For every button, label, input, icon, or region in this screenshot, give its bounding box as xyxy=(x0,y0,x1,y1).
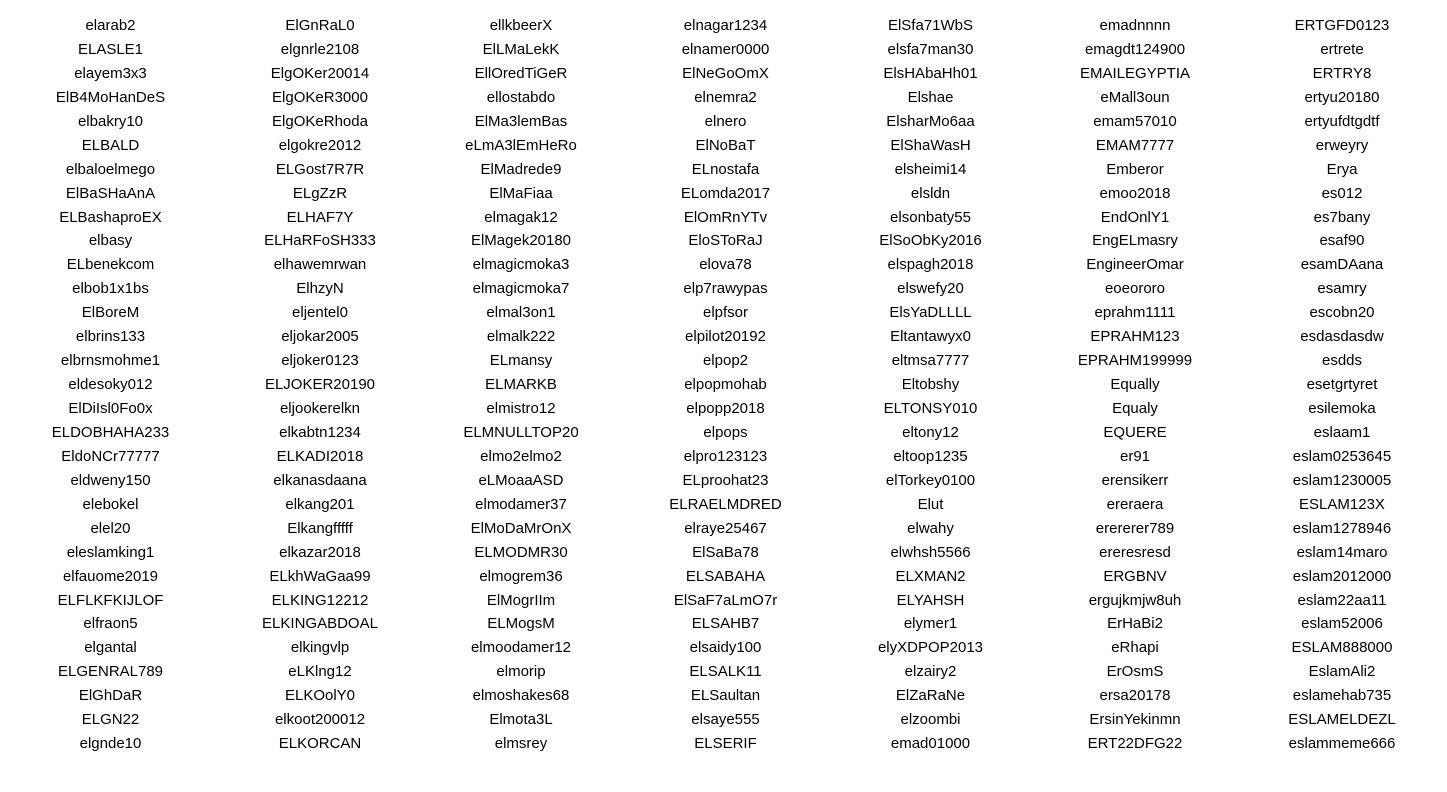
username-cell: ELDOBHAHA233 xyxy=(51,423,170,441)
username-cell: elnagar1234 xyxy=(683,17,768,34)
username-cell: elyXDPOP2013 xyxy=(877,639,984,657)
grid-row xyxy=(0,325,1447,349)
username-cell: elfraon5 xyxy=(83,615,138,633)
username-cell: eleslamking1 xyxy=(66,543,155,561)
username-cell: ElgOKeRhoda xyxy=(272,112,368,130)
username-cell: elmagak12 xyxy=(484,208,558,226)
username-cell: erweyry xyxy=(1315,136,1369,154)
username-cell: EMAILEGYPTIA xyxy=(1079,64,1191,82)
username-cell: ELSERIF xyxy=(694,735,757,753)
grid-row xyxy=(0,732,1447,756)
username-cell: EloSToRaJ xyxy=(688,232,763,250)
username-cell: eoeororo xyxy=(1104,280,1166,298)
username-cell: elmoshakes68 xyxy=(472,687,570,705)
username-cell: elspagh2018 xyxy=(887,256,974,274)
username-cell: elpilot20192 xyxy=(685,328,766,346)
username-cell: elwhsh5566 xyxy=(890,543,971,561)
username-cell: Elmota3L xyxy=(489,711,553,729)
username-cell: EMAM7777 xyxy=(1095,136,1175,154)
username-cell: elmogrem36 xyxy=(479,567,563,585)
username-cell: elbrins133 xyxy=(75,328,146,346)
username-cell: EndOnlY1 xyxy=(1100,208,1170,226)
username-cell: ELXMAN2 xyxy=(895,567,966,585)
username-cell: ElShaWasH xyxy=(890,136,971,154)
grid-row xyxy=(0,397,1447,421)
username-cell: ErOsmS xyxy=(1106,663,1164,681)
username-cell: ElGnRaL0 xyxy=(285,17,355,34)
username-cell: ELSaultan xyxy=(690,687,761,705)
username-cell: elp7rawypas xyxy=(683,280,768,298)
username-cell: elsfa7man30 xyxy=(887,40,974,58)
username-cell: elbob1x1bs xyxy=(72,280,149,298)
username-cell: elpfsor xyxy=(702,304,749,322)
username-cell: elgokre2012 xyxy=(278,136,362,154)
username-cell: eRhapi xyxy=(1111,639,1159,657)
username-cell: eslammeme666 xyxy=(1288,735,1396,753)
username-cell: Erya xyxy=(1326,160,1358,178)
username-cell: Elut xyxy=(917,495,944,513)
username-cell: emadnnnn xyxy=(1099,17,1171,34)
username-cell: ElMaFiaa xyxy=(489,184,553,202)
username-cell: elbasy xyxy=(88,232,133,250)
grid-row xyxy=(0,206,1447,230)
grid-row xyxy=(0,469,1447,493)
username-cell: elmagicmoka3 xyxy=(472,256,570,274)
username-cell: erererer789 xyxy=(1095,519,1175,537)
username-cell: ellostabdo xyxy=(486,88,556,106)
username-cell: elmsrey xyxy=(494,735,548,753)
grid-row xyxy=(0,110,1447,134)
username-cell: ELGN22 xyxy=(81,711,140,729)
username-cell: ELHaRFoSH333 xyxy=(264,232,376,250)
username-cell: eslamehab735 xyxy=(1292,687,1392,705)
username-cell: ellkbeerX xyxy=(489,17,553,34)
username-cell: ElNoBaT xyxy=(695,136,756,154)
username-cell: ELTONSY010 xyxy=(883,400,978,417)
username-cell: EngineerOmar xyxy=(1086,256,1184,274)
username-cell: ElMoDaMrOnX xyxy=(470,519,572,537)
username-cell: eslam1278946 xyxy=(1292,519,1392,537)
username-cell: ELBashaproEX xyxy=(59,208,162,226)
username-cell: eltmsa7777 xyxy=(891,352,970,370)
username-cell: elel20 xyxy=(90,519,131,537)
username-cell: elebokel xyxy=(82,495,139,513)
username-cell: elzoombi xyxy=(900,711,961,729)
grid-row xyxy=(0,589,1447,613)
grid-row xyxy=(0,86,1447,110)
username-cell: eslam1230005 xyxy=(1292,471,1392,489)
username-cell: elmodamer37 xyxy=(475,495,567,513)
username-cell: elkanasdaana xyxy=(273,471,367,489)
username-cell: ELGENRAL789 xyxy=(57,663,164,681)
grid-row xyxy=(0,158,1447,182)
username-cell: ELKORCAN xyxy=(278,735,362,753)
grid-row xyxy=(0,373,1447,397)
username-cell: elsheimi14 xyxy=(894,160,967,178)
username-cell: elpop2 xyxy=(702,352,749,370)
username-cell: ereresresd xyxy=(1099,543,1171,561)
grid-row xyxy=(0,517,1447,541)
username-cell: elayem3x3 xyxy=(74,64,147,82)
username-cell: elzairy2 xyxy=(904,663,957,681)
username-cell: eltony12 xyxy=(902,423,959,441)
username-cell: EldoNCr77777 xyxy=(61,447,160,465)
username-cell: eslam2012000 xyxy=(1292,567,1392,585)
grid-row xyxy=(0,253,1447,277)
username-cell: elwahy xyxy=(907,519,954,537)
grid-row xyxy=(0,636,1447,660)
username-cell: Equally xyxy=(1110,376,1160,394)
username-cell: Eltobshy xyxy=(901,376,960,394)
username-cell: elkang201 xyxy=(285,495,355,513)
grid-row xyxy=(0,349,1447,373)
grid-row xyxy=(0,612,1447,636)
username-cell: ElBaSHaAnA xyxy=(65,184,156,202)
username-cell: ertyu20180 xyxy=(1304,88,1380,106)
username-cell: ELGost7R7R xyxy=(275,160,365,178)
username-cell: eLKlng12 xyxy=(288,663,352,681)
grid-row xyxy=(0,708,1447,732)
username-cell: er91 xyxy=(1119,447,1151,465)
username-cell: ergujkmjw8uh xyxy=(1088,591,1182,609)
username-cell: ertrete xyxy=(1320,40,1364,58)
username-cell: elpopmohab xyxy=(684,376,767,394)
username-cell: ElNeGoOmX xyxy=(682,64,769,82)
username-cell: elmalk222 xyxy=(486,328,556,346)
username-cell: ELSABAHA xyxy=(685,567,766,585)
username-cell: ErsinYekinmn xyxy=(1089,711,1181,729)
username-cell: ELKOolY0 xyxy=(284,687,356,705)
username-cell: ElZaRaNe xyxy=(895,687,966,705)
username-cell: elkazar2018 xyxy=(279,543,361,561)
username-cell: elarab2 xyxy=(85,17,136,34)
grid-row xyxy=(0,421,1447,445)
username-cell: eltoop1235 xyxy=(893,447,968,465)
grid-row xyxy=(0,62,1447,86)
username-cell: eMall3oun xyxy=(1100,88,1170,106)
username-cell: ElMadrede9 xyxy=(480,160,562,178)
username-cell: elova78 xyxy=(699,256,752,274)
username-cell: Elshae xyxy=(907,88,954,106)
username-cell: eldesoky012 xyxy=(68,376,153,394)
username-cell: eLmA3lEmHeRo xyxy=(465,136,577,154)
username-cell: elsldn xyxy=(910,184,951,202)
username-cell: emad01000 xyxy=(890,735,971,753)
username-cell: ELMogsM xyxy=(487,615,555,633)
username-cell: ElsYaDLLLL xyxy=(889,304,972,322)
username-cell: ElLMaLekK xyxy=(482,40,560,58)
username-cell: elpro123123 xyxy=(683,447,768,465)
grid-row xyxy=(0,301,1447,325)
username-cell: esamDAana xyxy=(1300,256,1384,274)
username-grid xyxy=(0,14,1447,756)
grid-row xyxy=(0,229,1447,253)
username-cell: ELFLKFKIJLOF xyxy=(57,591,164,609)
username-cell: esilemoka xyxy=(1308,400,1376,417)
grid-row xyxy=(0,134,1447,158)
username-cell: Emberor xyxy=(1106,160,1164,178)
username-cell: ElhzyN xyxy=(296,280,344,298)
username-cell: elmorip xyxy=(496,663,546,681)
username-cell: esetgrtyret xyxy=(1306,376,1378,394)
username-cell: es012 xyxy=(1321,184,1363,202)
username-cell: elpops xyxy=(703,423,748,441)
username-cell: ERGBNV xyxy=(1103,567,1167,585)
username-cell: elkingvlp xyxy=(290,639,350,657)
username-cell: ElgOKer20014 xyxy=(270,64,370,82)
username-cell: Equaly xyxy=(1112,400,1158,417)
grid-row xyxy=(0,493,1447,517)
username-cell: EngELmasry xyxy=(1092,232,1178,250)
username-cell: ElBoreM xyxy=(81,304,140,322)
username-cell: esaf90 xyxy=(1319,232,1365,250)
username-cell: elgnde10 xyxy=(79,735,142,753)
username-cell: ELBALD xyxy=(81,136,140,154)
username-cell: eljentel0 xyxy=(292,304,348,322)
username-cell: esdds xyxy=(1321,352,1363,370)
username-cell: ELSAHB7 xyxy=(691,615,760,633)
username-cell: elfauome2019 xyxy=(62,567,159,585)
username-cell: ELMARKB xyxy=(485,376,557,394)
username-cell: esamry xyxy=(1317,280,1367,298)
username-cell: es7bany xyxy=(1313,208,1371,226)
username-cell: ESLAM123X xyxy=(1299,495,1385,513)
username-cell: ELRAELMDRED xyxy=(669,495,782,513)
username-cell: Eltantawyx0 xyxy=(890,328,971,346)
username-cell: Elkangfffff xyxy=(287,519,353,537)
grid-row xyxy=(0,660,1447,684)
username-cell: elmal3on1 xyxy=(486,304,556,322)
username-cell: elsonbaty55 xyxy=(890,208,971,226)
username-cell: emam57010 xyxy=(1093,112,1177,130)
username-cell: ELSALK11 xyxy=(689,663,762,681)
username-cell: ELASLE1 xyxy=(77,40,144,58)
username-cell: elTorkey0100 xyxy=(885,471,976,489)
username-cell: ELbenekcom xyxy=(66,256,155,274)
grid-row xyxy=(0,14,1447,38)
username-cell: elsaidy100 xyxy=(689,639,762,657)
username-cell: elsaye555 xyxy=(691,711,760,729)
grid-row xyxy=(0,565,1447,589)
username-cell: elmistro12 xyxy=(486,400,556,417)
username-cell: EPRAHM123 xyxy=(1090,328,1180,346)
username-cell: ELHAF7Y xyxy=(286,208,354,226)
username-cell: emoo2018 xyxy=(1099,184,1171,202)
username-cell: ELMNULLTOP20 xyxy=(463,423,579,441)
username-cell: ESLAMELDEZL xyxy=(1288,711,1396,729)
username-cell: ELJOKER20190 xyxy=(264,376,376,394)
username-cell: elbaloelmego xyxy=(65,160,156,178)
username-cell: ersa20178 xyxy=(1099,687,1171,705)
username-cell: ELKINGABDOAL xyxy=(262,615,378,633)
username-cell: ERTGFD0123 xyxy=(1294,17,1390,34)
username-cell: elpopp2018 xyxy=(686,400,765,417)
username-cell: ElGhDaR xyxy=(78,687,143,705)
username-cell: ELMODMR30 xyxy=(474,543,568,561)
username-cell: ELnostafa xyxy=(691,160,760,178)
username-cell: ELKADI2018 xyxy=(276,447,364,465)
username-cell: eljookerelkn xyxy=(279,400,361,417)
grid-row xyxy=(0,182,1447,206)
username-cell: eprahm1111 xyxy=(1094,304,1176,322)
username-cell: eslaam1 xyxy=(1313,423,1371,441)
username-cell: elnemra2 xyxy=(694,88,757,106)
username-cell: EPRAHM199999 xyxy=(1077,352,1193,370)
username-cell: elgantal xyxy=(84,639,137,657)
username-cell: ElSaBa78 xyxy=(692,543,759,561)
username-cell: eljoker0123 xyxy=(281,352,359,370)
username-cell: ESLAM888000 xyxy=(1291,639,1393,657)
username-cell: elraye25467 xyxy=(684,519,767,537)
grid-row xyxy=(0,541,1447,565)
username-cell: EllOredTiGeR xyxy=(474,64,568,82)
username-cell: elmo2elmo2 xyxy=(480,447,562,465)
username-cell: ertyufdtgdtf xyxy=(1304,112,1380,130)
username-cell: eslam22aa11 xyxy=(1297,591,1387,609)
username-cell: ereraera xyxy=(1106,495,1164,513)
username-cell: eslam0253645 xyxy=(1292,447,1392,465)
grid-row xyxy=(0,445,1447,469)
username-cell: elmoodamer12 xyxy=(470,639,572,657)
username-cell: elkabtn1234 xyxy=(279,423,361,441)
username-cell: erensikerr xyxy=(1101,471,1169,489)
grid-row xyxy=(0,684,1447,708)
username-cell: esdasdasdw xyxy=(1300,328,1384,346)
username-cell: ElB4MoHanDeS xyxy=(55,88,166,106)
username-cell: elswefy20 xyxy=(897,280,964,298)
username-cell: ElsharMo6aa xyxy=(886,112,975,130)
username-cell: elhawemrwan xyxy=(273,256,367,274)
username-cell: ELomda2017 xyxy=(680,184,771,202)
username-cell: elgnrle2108 xyxy=(280,40,360,58)
username-cell: ElMogrIIm xyxy=(486,591,556,609)
username-cell: ErHaBi2 xyxy=(1107,615,1163,633)
username-cell: ElOmRnYTv xyxy=(683,208,768,226)
username-cell: ELkhWaGaa99 xyxy=(269,567,371,585)
username-cell: EQUERE xyxy=(1103,423,1167,441)
username-cell: EslamAli2 xyxy=(1308,663,1376,681)
username-cell: ELproohat23 xyxy=(682,471,769,489)
username-cell: ELgZzR xyxy=(292,184,348,202)
username-cell: elnamer0000 xyxy=(681,40,770,58)
username-cell: ERTRY8 xyxy=(1312,64,1372,82)
username-cell: elbrnsmohme1 xyxy=(60,352,161,370)
username-cell: elymer1 xyxy=(903,615,958,633)
username-cell: elmagicmoka7 xyxy=(472,280,570,298)
username-cell: ElSoObKy2016 xyxy=(879,232,982,250)
username-cell: emagdt124900 xyxy=(1084,40,1186,58)
username-cell: eljokar2005 xyxy=(281,328,359,346)
username-cell: ElSaF7aLmO7r xyxy=(673,591,778,609)
username-cell: ElMagek20180 xyxy=(470,232,572,250)
username-cell: ElSfa71WbS xyxy=(887,17,974,34)
grid-row xyxy=(0,38,1447,62)
grid-row xyxy=(0,277,1447,301)
username-cell: ELmansy xyxy=(489,352,553,370)
username-cell: elbakry10 xyxy=(77,112,144,130)
username-cell: eLMoaaASD xyxy=(478,471,564,489)
username-cell: elkoot200012 xyxy=(274,711,366,729)
username-cell: eslam52006 xyxy=(1301,615,1383,633)
username-cell: ElgOKeR3000 xyxy=(272,88,368,106)
username-cell: eslam14maro xyxy=(1296,543,1388,561)
username-cell: escobn20 xyxy=(1309,304,1375,322)
username-cell: ElMa3lemBas xyxy=(474,112,568,130)
username-cell: ELYAHSH xyxy=(896,591,965,609)
username-cell: ElDiIsl0Fo0x xyxy=(68,400,153,417)
username-cell: elnero xyxy=(704,112,747,130)
username-cell: ELKING12212 xyxy=(271,591,369,609)
username-cell: ERT22DFG22 xyxy=(1087,735,1183,753)
username-cell: ElsHAbaHh01 xyxy=(883,64,978,82)
username-cell: eldweny150 xyxy=(70,471,151,489)
